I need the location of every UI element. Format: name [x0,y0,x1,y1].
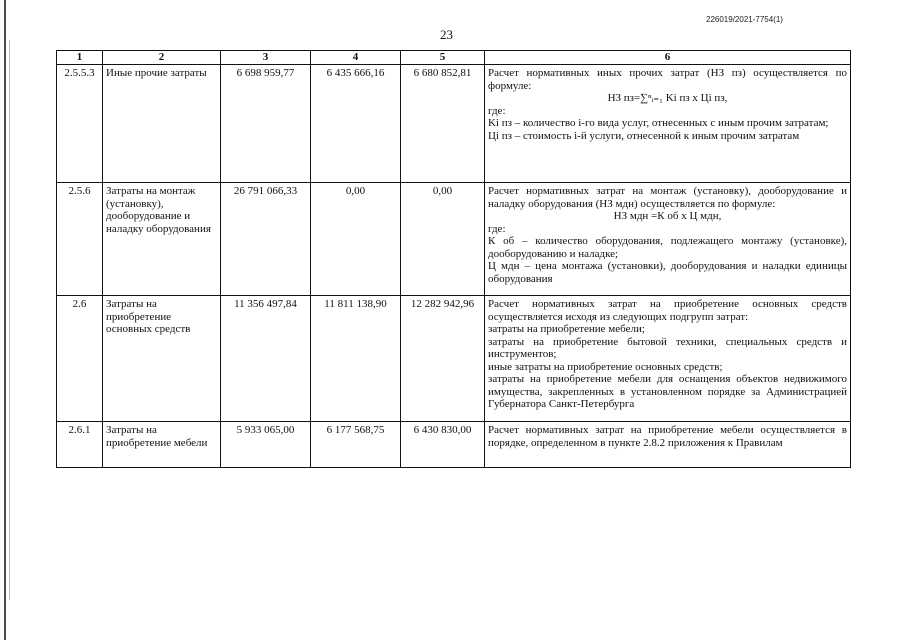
desc-line: К об – количество оборудования, подлежащего монтажу (установке), дооборудованию и наладке; [488,235,847,260]
formula: НЗ мдн =К об х Ц мдн, [613,210,722,222]
row-name: Затраты на монтаж (установку), дооборудование и наладку оборудования [103,183,221,296]
row-description [485,422,851,468]
desc-line: иные затраты на приобретение основных средств; [488,360,723,373]
row-value-col5: 6 430 830,00 [401,422,485,468]
header-col-5: 5 [401,51,485,65]
desc-line: затраты на приобретение бытовой техники, специальных средств и инструментов; [488,335,847,360]
header-row [57,51,851,65]
row-value-col4: 6 177 568,75 [311,422,401,468]
row-value-col5: 6 680 852,81 [401,65,485,183]
row-value-col4: 11 811 138,90 [311,296,401,422]
row-value-col3: 5 933 065,00 [221,422,311,468]
desc-line: Расчет нормативных затрат на приобретение мебели осуществляется в порядке, определенном в пункте 2.8.2 приложения к Правилам [488,424,847,449]
desc-line: где: [488,104,506,117]
row-value-col5: 0,00 [401,183,485,296]
row-number: 2.6 [57,296,103,422]
row-name: Иные прочие затраты [103,65,221,183]
row-value-col4: 0,00 [311,183,401,296]
header-col-2: 2 [103,51,221,65]
desc-line: Расчет нормативных затрат на приобретение основных средств осуществляется исходя из следующих подгрупп затрат: [488,298,847,323]
header-col-3: 3 [221,51,311,65]
row-value-col3: 6 698 959,77 [221,65,311,183]
table-row [57,183,851,296]
row-description [485,296,851,422]
page-number: 23 [440,27,453,42]
table-row [57,65,851,183]
row-value-col3: 26 791 066,33 [221,183,311,296]
row-description [485,65,851,183]
desc-line: затраты на приобретение мебели; [488,323,645,335]
row-name: Затраты на приобретение мебели [103,422,221,468]
desc-line: Ц мдн – цена монтажа (установки), дооборудования и наладки единицы оборудования [488,260,847,285]
row-number: 2.5.5.3 [57,65,103,183]
header-col-1: 1 [57,51,103,65]
desc-line: Ki пз – количество i-го вида услуг, отнесенных с иным прочим затратам; [488,117,829,129]
desc-line: Ці пз – стоимость i-й услуги, отнесенной к иным прочим затратам [488,129,800,142]
desc-line: где: [488,222,506,235]
desc-line: затраты на приобретение мебели для оснащения объектов недвижимого имущества, закрепленных в установленном порядке за Администрацией Губернатора Санкт-Петербурга [488,373,847,410]
row-value-col4: 6 435 666,16 [311,65,401,183]
row-value-col3: 11 356 497,84 [221,296,311,422]
formula: НЗ пз=∑ⁿᵢ₌₁ Ki пз х Ці пз, [607,92,728,104]
table-row [57,296,851,422]
scan-border [4,0,6,640]
table-row [57,422,851,468]
header-col-4: 4 [311,51,401,65]
row-name: Затраты на приобретение основных средств [103,296,221,422]
document-id: 226019/2021-7754(1) [706,15,783,24]
row-number: 2.5.6 [57,183,103,296]
row-value-col5: 12 282 942,96 [401,296,485,422]
scan-shadow [9,40,10,600]
header-col-6: 6 [485,51,851,65]
row-description [485,183,851,296]
desc-line: Расчет нормативных иных прочих затрат (НЗ пз) осуществляется по формуле: [488,67,847,92]
desc-line: Расчет нормативных затрат на монтаж (установку), дооборудование и наладку оборудования (НЗ мдн) осуществляется по формуле: [488,185,847,210]
cost-table [56,50,851,468]
row-number: 2.6.1 [57,422,103,468]
